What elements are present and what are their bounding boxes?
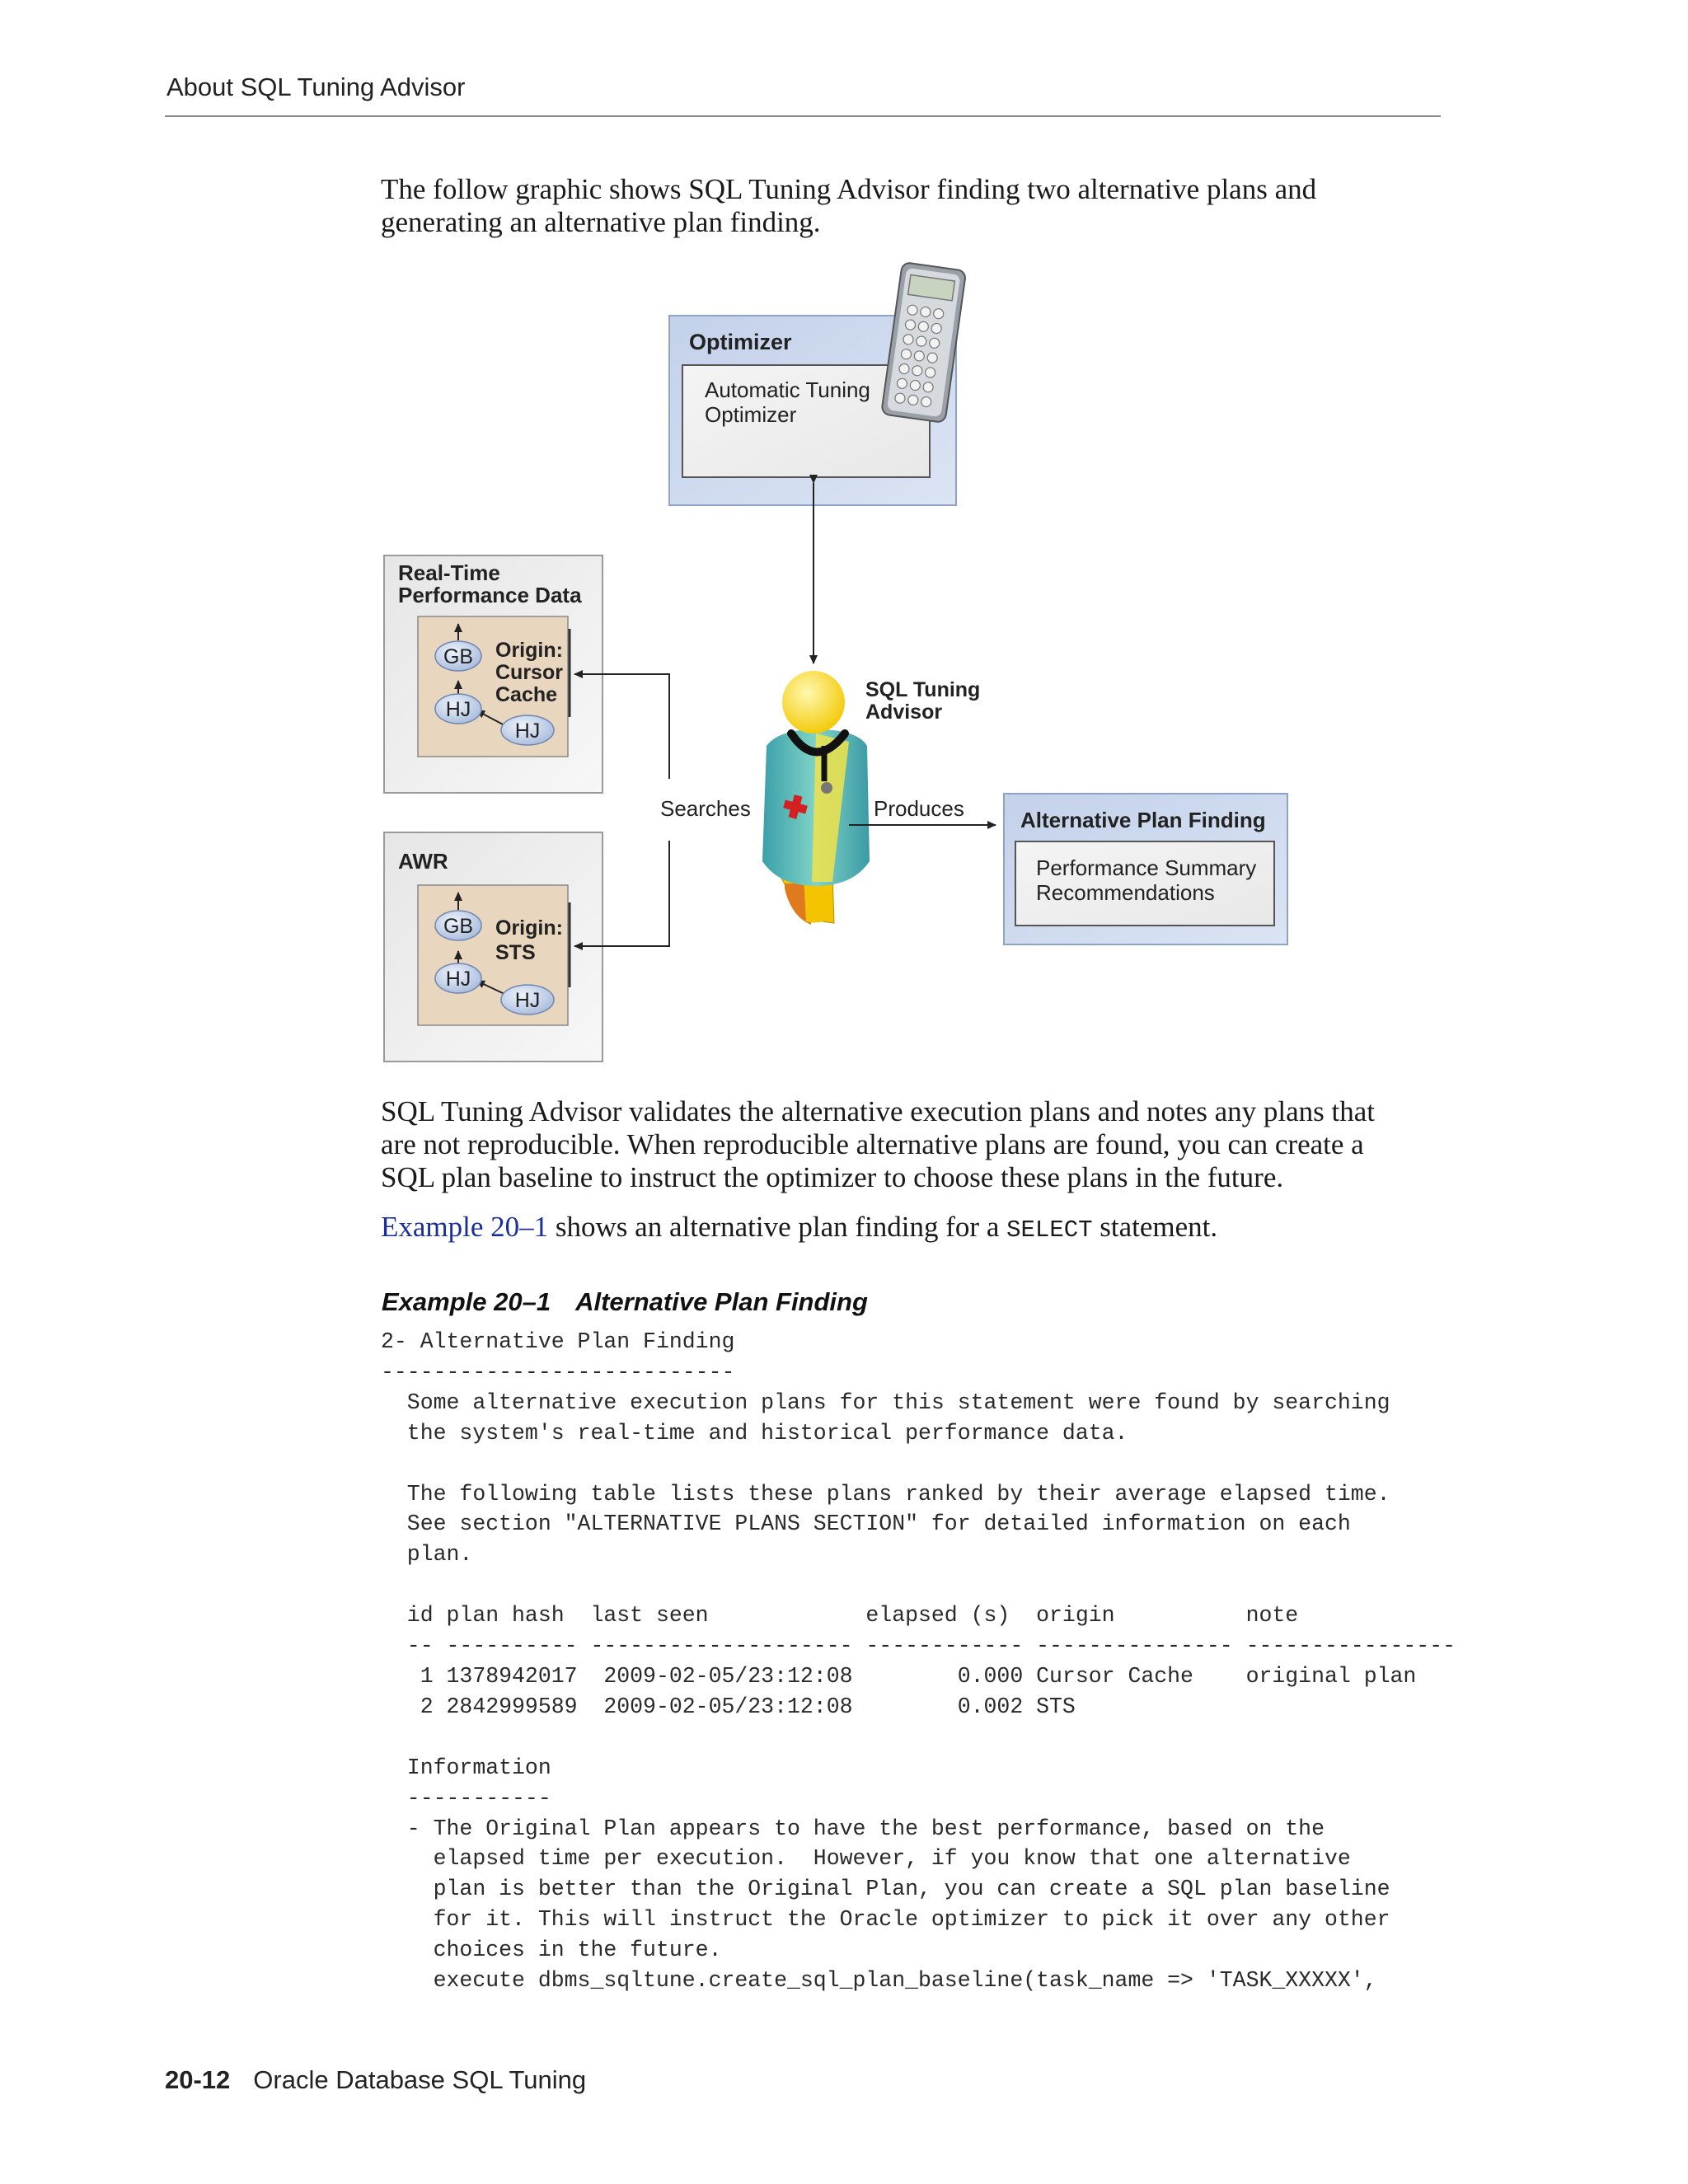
code-line: [381, 1449, 1456, 1479]
node-hj-label: HJ: [445, 968, 471, 991]
example-link[interactable]: Example 20–1: [381, 1211, 549, 1243]
realtime-origin-line-1: Origin:: [495, 639, 563, 662]
finding-inner-line-2: Recommendations: [1036, 880, 1215, 905]
node-gb-label: GB: [443, 645, 474, 668]
code-line: 2- Alternative Plan Finding: [381, 1329, 735, 1354]
optimizer-inner-line-2: Optimizer: [705, 402, 797, 427]
code-line: choices in the future.: [381, 1938, 722, 1963]
code-line: 2 2842999589 2009-02-05/23:12:08 0.002 STS: [381, 1694, 1076, 1719]
node-hj-label: HJ: [514, 989, 541, 1012]
example-reference-paragraph: [381, 1211, 1452, 1247]
code-line: [381, 1570, 1456, 1601]
awr-origin-line-2: STS: [495, 941, 536, 964]
searches-label: Searches: [660, 796, 751, 821]
realtime-origin-line-3: Cache: [495, 683, 558, 706]
validation-line-1: SQL Tuning Advisor validates the alternative execution plans and notes any plans that: [381, 1095, 1375, 1127]
code-line: Information: [381, 1755, 551, 1780]
code-listing: [381, 1327, 1456, 1996]
realtime-title-line-2: Performance Data: [398, 583, 582, 607]
code-line: -----------: [381, 1785, 551, 1811]
example-caption: [382, 1287, 868, 1317]
optimizer-inner-line-1: Automatic Tuning: [705, 377, 870, 402]
code-line: Some alternative execution plans for this statement were found by searching: [381, 1390, 1390, 1415]
code-line: [381, 1722, 1456, 1753]
advisor-label-line-2: Advisor: [865, 701, 943, 724]
validation-line-2: are not reproducible. When reproducible alternative plans are found, you can create a: [381, 1128, 1364, 1160]
intro-line-1: The follow graphic shows SQL Tuning Advisor finding two alternative plans and: [381, 173, 1317, 205]
code-line: -- ---------- -------------------- ------------ --------------- ----------------: [381, 1633, 1456, 1659]
code-line: The following table lists these plans ranked by their average elapsed time.: [381, 1481, 1390, 1507]
code-line: id plan hash last seen elapsed (s) origin note: [381, 1603, 1299, 1629]
code-line: the system's real-time and historical performance data.: [381, 1420, 1128, 1446]
doctor-figure-icon: [762, 671, 870, 925]
example-reference-text: shows an alternative plan finding for a: [548, 1211, 1007, 1243]
awr-title: AWR: [398, 849, 448, 874]
awr-box: [384, 832, 603, 1062]
select-keyword: SELECT: [1006, 1216, 1093, 1244]
produces-label: Produces: [874, 796, 964, 821]
running-header: About SQL Tuning Advisor: [166, 73, 466, 101]
code-line: - The Original Plan appears to have the best performance, based on the: [381, 1816, 1325, 1841]
example-reference-end: statement.: [1092, 1211, 1218, 1243]
sql-tuning-advisor-figure: [0, 0, 1688, 1088]
advisor-label-line-1: SQL Tuning: [865, 678, 981, 701]
code-line: plan is better than the Original Plan, you can create a SQL plan baseline: [381, 1877, 1390, 1902]
example-number: Example 20–1: [382, 1287, 551, 1316]
validation-line-3: SQL plan baseline to instruct the optimizer to choose these plans in the future.: [381, 1161, 1284, 1193]
optimizer-title: Optimizer: [689, 330, 792, 354]
page-number: 20-12: [165, 2065, 231, 2094]
validation-paragraph: [381, 1095, 1452, 1194]
example-title: Alternative Plan Finding: [575, 1287, 868, 1316]
awr-origin-line-1: Origin:: [495, 916, 563, 940]
page-footer: [165, 2065, 586, 2095]
node-hj-label: HJ: [514, 719, 541, 743]
intro-line-2: generating an alternative plan finding.: [381, 206, 821, 238]
code-line: plan.: [381, 1542, 473, 1568]
realtime-performance-box: [384, 555, 603, 793]
code-line: 1 1378942017 2009-02-05/23:12:08 0.000 Cursor Cache original plan: [381, 1663, 1417, 1689]
code-line: ---------------------------: [381, 1359, 735, 1385]
book-title: Oracle Database SQL Tuning: [253, 2065, 587, 2094]
finding-title: Alternative Plan Finding: [1020, 808, 1266, 832]
realtime-origin-line-2: Cursor: [495, 661, 563, 684]
node-hj-label: HJ: [445, 698, 471, 721]
code-line: See section "ALTERNATIVE PLANS SECTION" for detailed information on each: [381, 1511, 1351, 1537]
finding-inner-line-1: Performance Summary: [1036, 855, 1257, 880]
code-line: for it. This will instruct the Oracle optimizer to pick it over any other: [381, 1907, 1390, 1933]
code-line: execute dbms_sqltune.create_sql_plan_baseline(task_name => 'TASK_XXXXX',: [381, 1968, 1377, 1994]
realtime-title-line-1: Real-Time: [398, 560, 500, 585]
node-gb-label: GB: [443, 915, 474, 938]
code-line: elapsed time per execution. However, if you know that one alternative: [381, 1846, 1351, 1872]
alternative-plan-finding-box: [1004, 794, 1287, 944]
